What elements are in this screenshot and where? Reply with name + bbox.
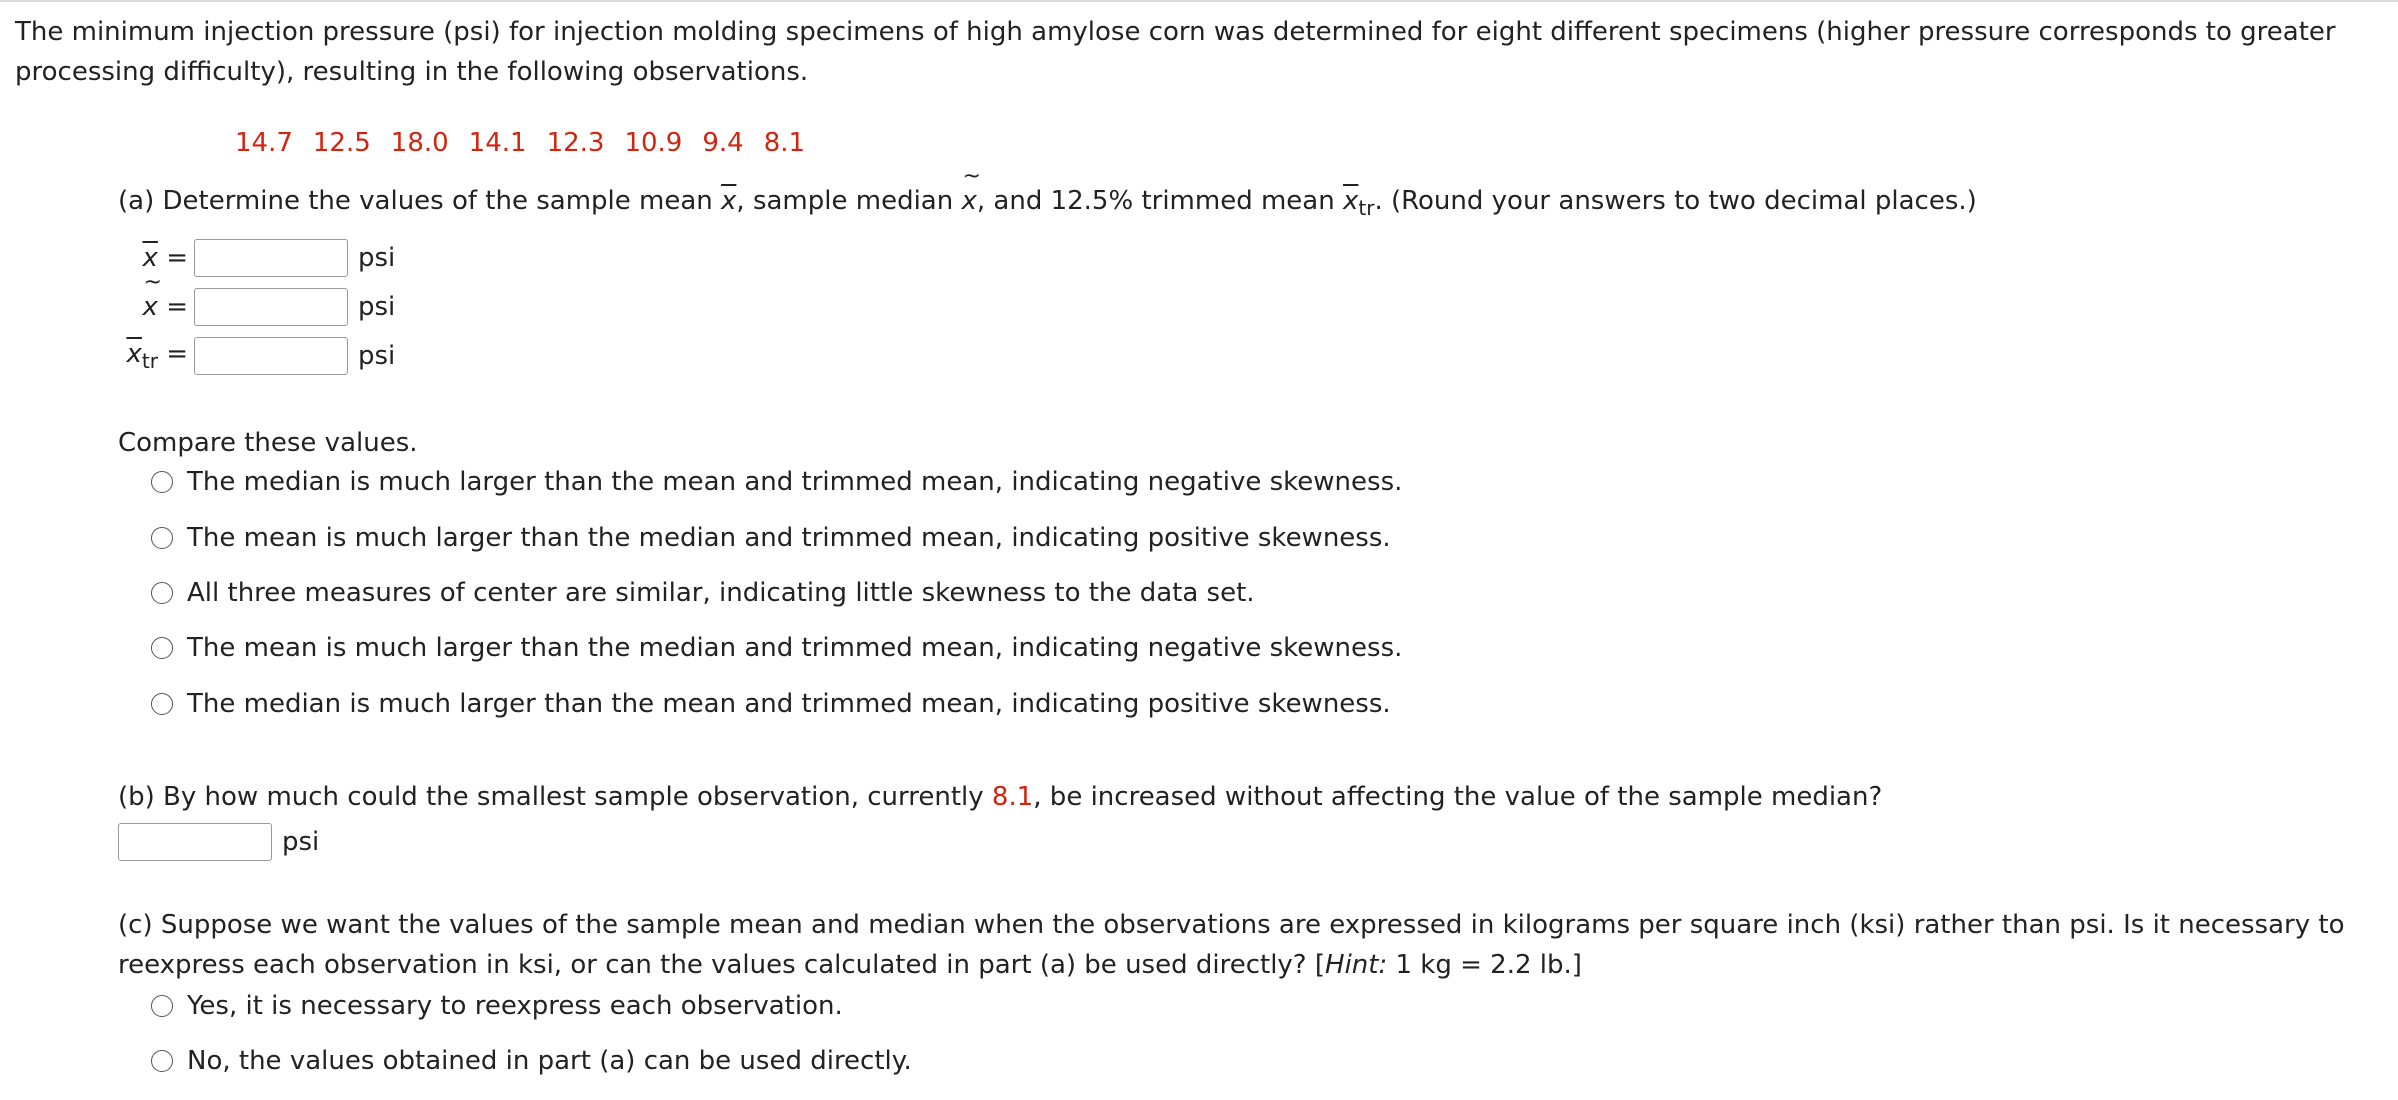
trimmed-mean-input[interactable] [194, 337, 348, 375]
observation-value: 12.3 [546, 128, 605, 158]
trimmed-mean-label: $\overline{x}$ [126, 338, 142, 369]
observation-value: 12.5 [312, 128, 371, 158]
observations-list [235, 128, 825, 158]
mean-label: $\overline{x}$ [142, 243, 158, 273]
part-a-question: (a) Determine the values of the sample mean $\overline{x}$, sample median ~ x, and 12.5% trimmed mean $\overline{x}_{tr}$. (Round your answers to two decimal places.) [118, 186, 1977, 220]
radio-button[interactable] [151, 527, 173, 549]
top-border [0, 0, 2398, 2]
compare-option[interactable]: All three measures of center are similar, indicating little skewness to the data set. [151, 578, 1255, 608]
mean-unit: psi [358, 243, 396, 273]
compare-option[interactable]: The median is much larger than the mean and trimmed mean, indicating positive skewness. [151, 689, 1391, 719]
compare-option[interactable]: The mean is much larger than the median and trimmed mean, indicating positive skewness. [151, 523, 1391, 553]
observation-value: 14.7 [235, 128, 293, 158]
ksi-option[interactable]: Yes, it is necessary to reexpress each observation. [151, 991, 843, 1021]
observation-value: 14.1 [468, 128, 527, 158]
radio-button[interactable] [151, 995, 173, 1017]
smallest-observation: 8.1 [991, 782, 1034, 812]
mean-symbol: $\overline{x}$ [721, 186, 737, 216]
increase-unit: psi [282, 827, 320, 857]
compare-label: Compare these values. [118, 428, 418, 458]
part-c-question: (c) Suppose we want the values of the sample mean and median when the observations are expressed in kilograms per square inch (ksi) rather than psi. Is it necessary to reexpress each observation in ksi, or can the values calculated in part (a) be used directly? [Hint: 1 kg = 2.2 lb.] [118, 910, 2345, 980]
trimmed-mean-answer-row: $\overline{x}_{tr}$ = psi [126, 338, 396, 374]
radio-button[interactable] [151, 582, 173, 604]
part-b-answer-row [118, 820, 319, 864]
median-symbol: ~ x [961, 186, 976, 216]
observation-value: 18.0 [390, 128, 449, 158]
median-answer-row: ~ x = psi [118, 285, 395, 329]
increase-input[interactable] [118, 823, 272, 861]
trimmed-mean-unit: psi [358, 341, 396, 371]
observation-value: 10.9 [624, 128, 683, 158]
median-label: ~ x [143, 292, 158, 322]
observation-value: 8.1 [763, 128, 806, 158]
median-unit: psi [358, 292, 396, 322]
median-input[interactable] [194, 288, 348, 326]
compare-option[interactable]: The mean is much larger than the median and trimmed mean, indicating negative skewness. [151, 633, 1402, 663]
trimmed-mean-symbol: $\overline{x}$ [1342, 186, 1359, 216]
problem-intro: The minimum injection pressure (psi) for injection molding specimens of high amylose corn was determined for eight different specimens (higher pressure corresponds to greater processing difficulty), resulting in the following observations. [15, 17, 2336, 87]
part-b-question: (b) By how much could the smallest sample observation, currently 8.1, be increased without affecting the value of the sample median? [118, 782, 1883, 812]
ksi-option[interactable]: No, the values obtained in part (a) can be used directly. [151, 1046, 912, 1076]
mean-answer-row: $\overline{x}$ = psi [118, 236, 395, 280]
mean-input[interactable] [194, 239, 348, 277]
compare-option[interactable]: The median is much larger than the mean and trimmed mean, indicating negative skewness. [151, 467, 1402, 497]
radio-button[interactable] [151, 471, 173, 493]
observation-value: 9.4 [702, 128, 744, 158]
radio-button[interactable] [151, 693, 173, 715]
radio-button[interactable] [151, 637, 173, 659]
radio-button[interactable] [151, 1050, 173, 1072]
